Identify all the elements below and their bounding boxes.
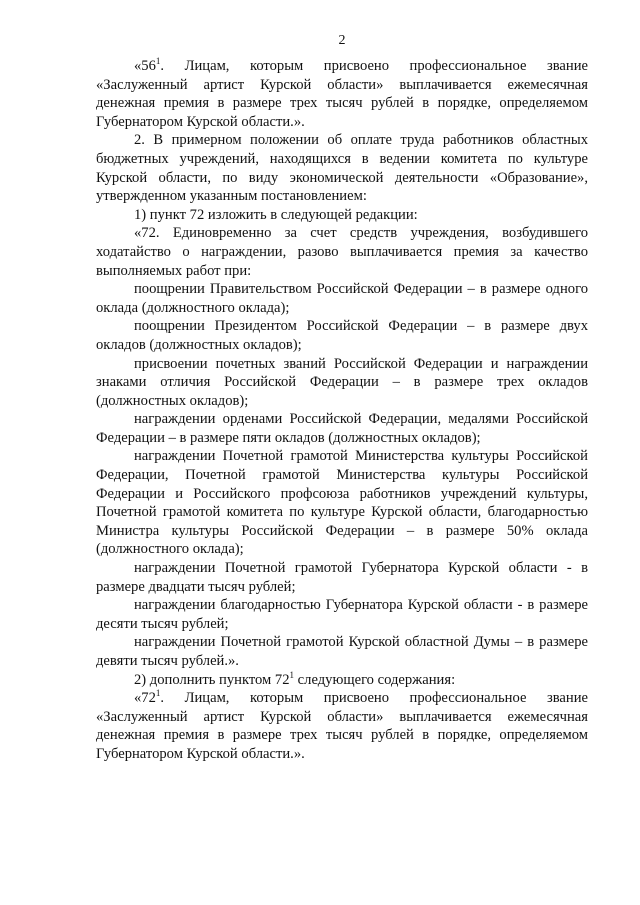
paragraph-article-72-1: «$72^1$. Лицам, которым присвоено профессиональное звание «Заслуженный артист Курской области» выплачивается ежемесячная денежная премия в размере трех тысяч рублей в порядке, определяемом Губернатором Курской области.». xyxy=(96,688,588,762)
paragraph-article-72: «72. Единовременно за счет средств учреждения, возбудившего ходатайство о награждении, разово выплачивается премия за качество выполняемых работ при: xyxy=(96,225,588,279)
list-item-duma-certificate: награждении Почетной грамотой Курской областной Думы – в размере девяти тысяч рублей.». xyxy=(96,634,588,669)
paragraph-item-2: 2. В примерном положении об оплате труда работников областных бюджетных учреждений, находящихся в ведении комитета по культуре Курской области, по виду экономической деятельности «Образование», утвержденном указанным постановлением: xyxy=(96,132,588,205)
list-item-ministry-certificates: награждении Почетной грамотой Министерства культуры Российской Федерации, Почетной грамотой Министерства культуры Российской Федерации и Российского профсоюза работников учреждений культуры, Почетной грамотой комитета по культуре Курской области, благодарностью Министра культуры Российской Федерации – в размере 50% оклада (должностного оклада); xyxy=(96,448,588,558)
list-item-president-award: поощрении Президентом Российской Федерации – в размере двух окладов (должностных окладов); xyxy=(96,318,588,353)
list-item-government-award: поощрении Правительством Российской Федерации – в размере одного оклада (должностного оклада); xyxy=(96,281,588,316)
paragraph-article-56-1: «$56^1$. Лицам, которым присвоено профессиональное звание «Заслуженный артист Курской области» выплачивается ежемесячная денежная премия в размере трех тысяч рублей в порядке, определяемом Губернатором Курской области.». xyxy=(96,56,588,130)
document-body xyxy=(96,57,588,764)
paragraph-subitem-1: 1) пункт 72 изложить в следующей редакции: xyxy=(134,206,418,223)
list-item-honorary-titles: присвоении почетных званий Российской Федерации и награждении знаками отличия Российской Федерации – в размере трех окладов (должностных окладов); xyxy=(96,355,588,409)
list-item-orders-medals: награждении орденами Российской Федерации, медалями Российской Федерации – в размере пяти окладов (должностных окладов); xyxy=(96,411,588,446)
list-item-governor-certificate: награждении Почетной грамотой Губернатора Курской области - в размере двадцати тысяч рублей; xyxy=(96,560,588,595)
list-item-governor-gratitude: награждении благодарностью Губернатора Курской области - в размере десяти тысяч рублей; xyxy=(96,597,588,632)
paragraph-subitem-2: 2) дополнить пунктом $72^1$ следующего содержания: xyxy=(134,669,456,688)
page-number: 2 xyxy=(338,33,346,48)
